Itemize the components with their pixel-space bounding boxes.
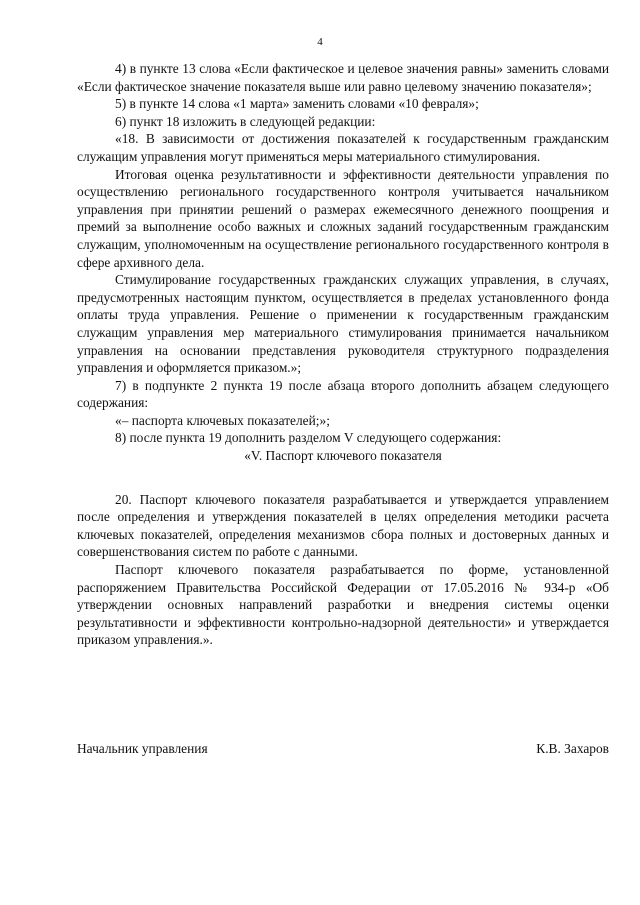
section-heading: «V. Паспорт ключевого показателя: [244, 448, 442, 464]
signature-block: [77, 740, 609, 758]
paragraph-stimulation: Стимулирование государственных гражданских служащих управления, в случаях, предусмотренных настоящим пунктом, осуществляется в пределах установленного фонда оплаты труда управления. Решение о применении к государственным гражданским служащим управления мер материального стимулирования принимается начальником управления на основании представления руководителя структурного подразделения управления и оформляется приказом.»;: [77, 272, 609, 376]
paragraph-item-8: 8) после пункта 19 дополнить разделом V следующего содержания:: [115, 430, 502, 446]
paragraph-item-5: 5) в пункте 14 слова «1 марта» заменить словами «10 февраля»;: [115, 96, 479, 112]
paragraph-point-20: 20. Паспорт ключевого показателя разрабатывается и утверждается управлением после определения и утверждения показателей в целях определения методики расчета ключевых показателей, определения механизмов сбора полных и достоверных данных и совершенствования систем по работе с данными.: [77, 491, 609, 560]
paragraph-passport-form: Паспорт ключевого показателя разрабатывается по форме, установленной распоряжением Правительства Российской Федерации от 17.05.2016 № 934-р «Об утверждении основных направлений разработки и внедрения системы оценки результативности и эффективности контрольно-надзорной деятельности» и утверждается приказом управления.».: [77, 562, 609, 648]
signatory-position: Начальник управления: [77, 741, 208, 756]
paragraph-point-18: «18. В зависимости от достижения показателей к государственным гражданским служащим управления могут применяться меры материального стимулирования.: [77, 131, 609, 164]
signatory-name: К.В. Захаров: [536, 741, 609, 756]
paragraph-item-6: 6) пункт 18 изложить в следующей редакции:: [115, 113, 376, 129]
section-spacer: [77, 465, 609, 491]
document-body: [77, 60, 609, 649]
paragraph-item-4: 4) в пункте 13 слова «Если фактическое и целевое значения равны» заменить словами «Если фактическое значение показателя выше или равно целевому значению показателя»;: [77, 61, 609, 94]
paragraph-key-indicators-passport: «– паспорта ключевых показателей;»;: [115, 412, 330, 428]
page-number: 4: [317, 36, 323, 48]
paragraph-final-assessment: Итоговая оценка результативности и эффективности деятельности управления по осуществлению регионального государственного контроля учитывается начальником управления при принятии решений о размерах ежемесячного денежного поощрения и премий за выполнение особо важных и сложных заданий государственным гражданским служащим, уполномоченным на осуществление регионального государственного контроля в сфере архивного дела.: [77, 166, 609, 270]
paragraph-item-7: 7) в подпункте 2 пункта 19 после абзаца второго дополнить абзацем следующего содержания:: [77, 377, 609, 411]
